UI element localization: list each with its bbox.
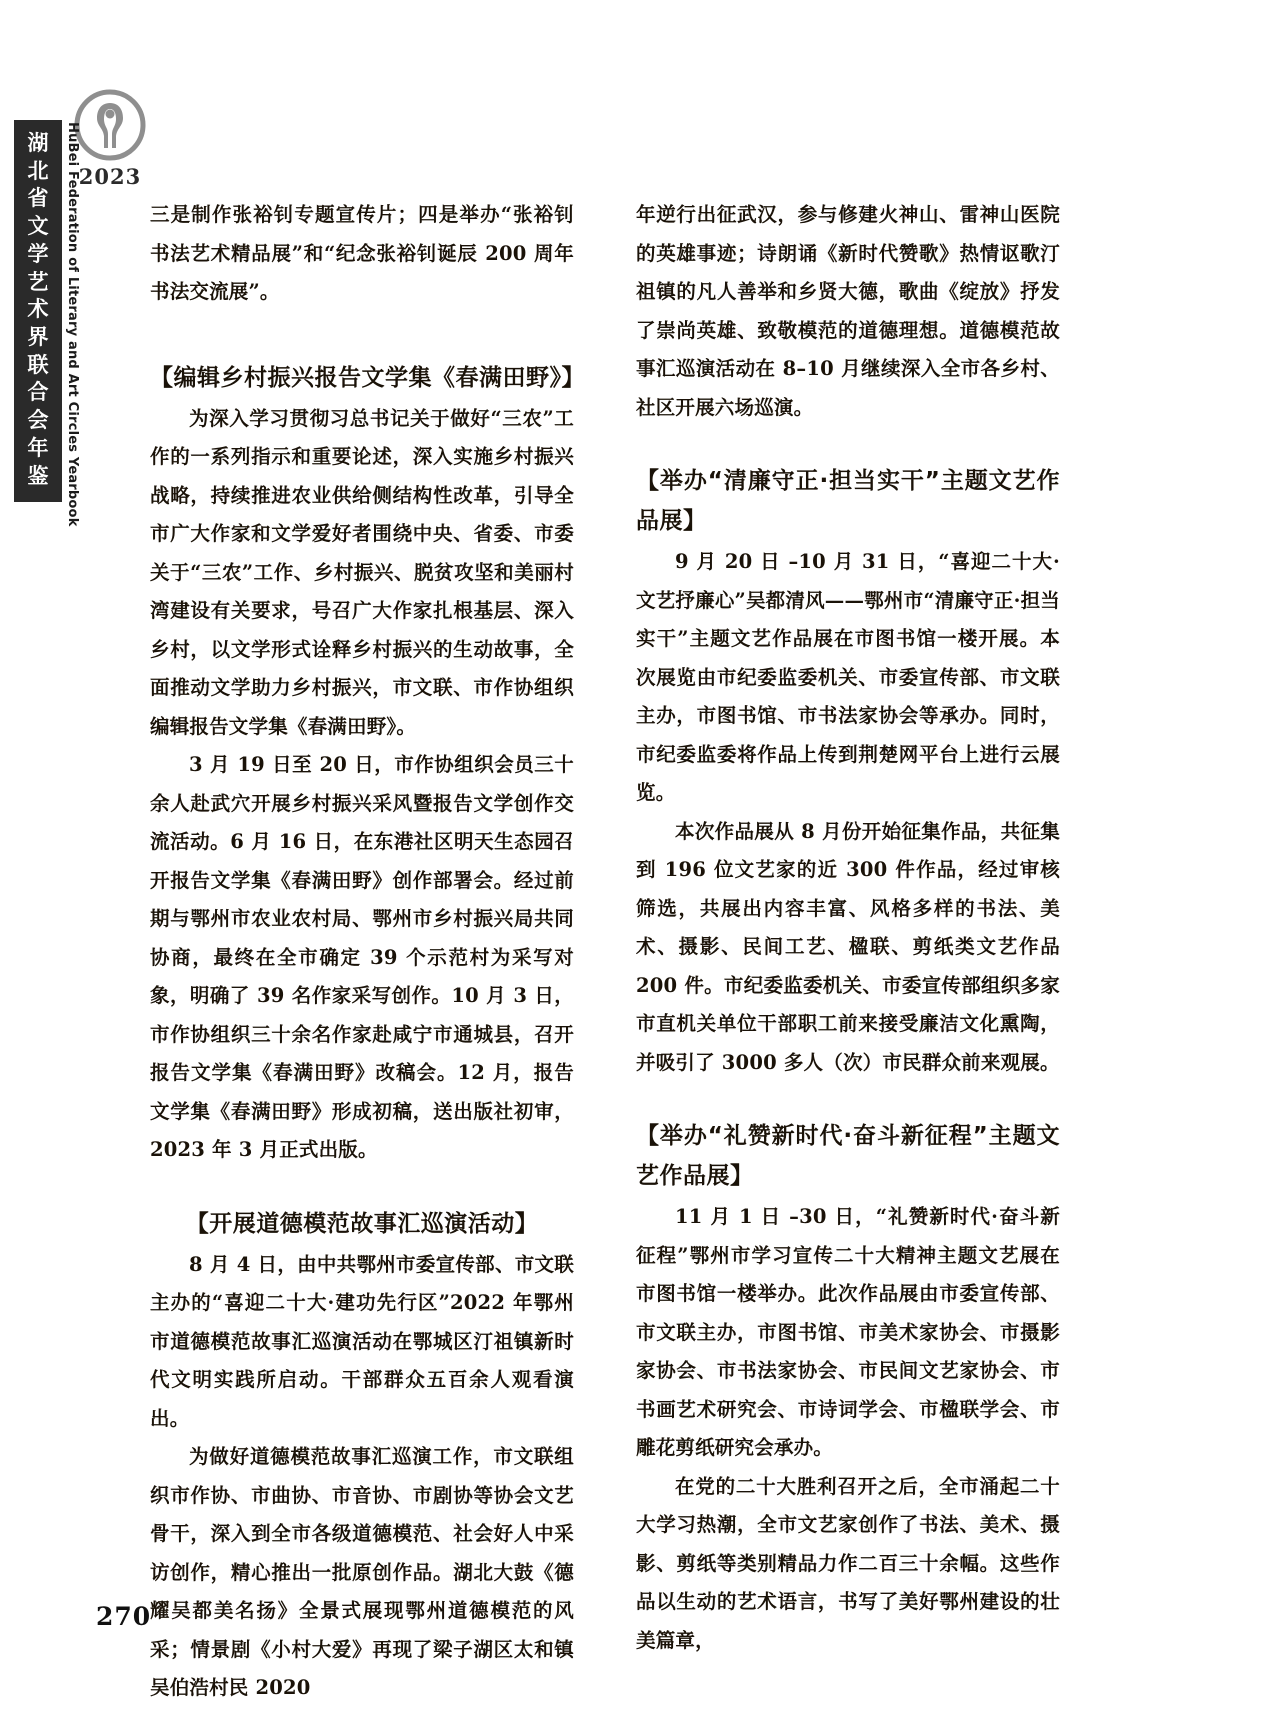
right-column	[636, 196, 1060, 1708]
page-number: 270	[96, 1602, 152, 1631]
section-heading-lizan-xinshidai: 【举办“礼赞新时代·奋斗新征程”主题文艺作品展】	[636, 1123, 1060, 1189]
vertical-title-cn: 湖 北 省 文 学 艺 术 界 联 合 会 年 鉴	[14, 120, 62, 502]
paragraph: 9 月 20 日 –10 月 31 日，“喜迎二十大·文艺抒廉心”吴都清风——鄂州市“清廉守正·担当实干”主题文艺作品展在市图书馆一楼开展。本次展览由市纪委监委机关、市委宣传部、市文联主办，市图书馆、市书法家协会等承办。同时，市纪委监委将作品上传到荆楚网平台上进行云展览。	[636, 550, 1060, 804]
paragraph: 在党的二十大胜利召开之后，全市涌起二十大学习热潮，全市文艺家创作了书法、美术、摄影、剪纸等类别精品力作二百三十余幅。这些作品以生动的艺术语言，书写了美好鄂州建设的壮美篇章，	[636, 1474, 1060, 1652]
paragraph-emphasis: 市文联、市作协组织编辑报告文学集《春满田野》	[150, 676, 574, 738]
paragraph: 3 月 19 日至 20 日，市作协组织会员三十余人赴武穴开展乡村振兴采风暨报告文学创作交流活动。6 月 16 日，在东港社区明天生态园召开报告文学集《春满田野》创作部署会。经过前期与鄂州市农业农村局、鄂州市乡村振兴局共同协商，最终在全市确定 39 个示范村为采写对象，明确了 39 名作家采写创作。10 月 3 日，市作协组织三十余名作家赴咸宁市通城县，召开报告文学集《春满田野》改稿会。12 月，报告文学集《春满田野》形成初稿，送出版社初审，2023 年 3 月正式出版。	[150, 753, 574, 1161]
paragraph	[636, 813, 1060, 1083]
paragraph-emphasis: 此次作品展由市委宣传部、市文联主办，市图书馆、市美术家协会、市摄影家协会、市书法家协会、市民间文艺家协会、市书画艺术研究会、市诗词学会、市楹联学会、市雕花剪纸研究会承办。	[636, 1282, 1060, 1459]
section-heading-qinglian-shouzheng: 【举办“清廉守正·担当实干”主题文艺作品展】	[636, 468, 1060, 534]
paragraph-text-tail: 。	[396, 714, 417, 738]
paragraph: 为做好道德模范故事汇巡演工作，市文联组织市作协、市曲协、市音协、市剧协等协会文艺骨干，深入到全市各级道德模范、社会好人中采访创作，精心推出一批原创作品。湖北大鼓《德耀吴都美名扬》全景式展现鄂州道德模范的风采；情景剧《小村大爱》再现了梁子湖区太和镇吴伯浩村民 2020	[150, 1445, 574, 1699]
paragraph-text: 为深入学习贯彻习总书记关于做好“三农”工作的一系列指示和重要论述，深入实施乡村振兴战略，持续推进农业供给侧结构性改革，引导全市广大作家和文学爱好者围绕中央、省委、市委关于“三农”工作、乡村振兴、脱贫攻坚和美丽村湾建设有关要求，号召广大作家扎根基层、深入乡村，以文学形式诠释乡村振兴的生动故事，全面推动文学助力乡村振兴，	[150, 406, 574, 699]
section-heading-moral-model-tour: 【开展道德模范故事汇巡演活动】	[185, 1210, 539, 1237]
paragraph-text: 11 月 1 日 –30 日，“礼赞新时代·奋斗新征程”鄂州市学习宣传二十大精神主题文艺展在市图书馆一楼举办。	[636, 1205, 1060, 1305]
article-columns	[150, 196, 1060, 1708]
vertical-title-en: HuBei Federation of Literary and Art Circles Yearbook	[65, 122, 80, 527]
paragraph-emphasis: 市纪委监委机关、市委宣传部组织多家市直机关单位干部职工前来接受廉洁文化熏陶，并吸引了 3000 多人（次）市民群众前来观展。	[636, 973, 1060, 1074]
paragraph-continued: 年逆行出征武汉，参与修建火神山、雷神山医院的英雄事迹；诗朗诵《新时代赞歌》热情讴歌汀祖镇的凡人善举和乡贤大德，歌曲《绽放》抒发了崇尚英雄、致敬模范的道德理想。道德模范故事汇巡演活动在 8–10 月继续深入全市各乡村、社区开展六场巡演。	[636, 203, 1060, 419]
section-heading-edit-chunmantianye: 【编辑乡村振兴报告文学集《春满田野》】	[150, 364, 585, 391]
paragraph-text: 本次作品展从 8 月份开始征集作品，共征集到 196 位文艺家的近 300 件作品，经过审核筛选，共展出内容丰富、风格多样的书法、美术、摄影、民间工艺、楹联、剪纸类文艺作品 200 件。	[636, 819, 1060, 997]
paragraph-continued: 三是制作张裕钊专题宣传片；四是举办“张裕钊书法艺术精品展”和“纪念张裕钊诞辰 200 周年书法交流展”。	[150, 203, 574, 303]
year-label: 2023	[78, 164, 142, 189]
paragraph	[150, 400, 574, 747]
left-column	[150, 196, 585, 1708]
paragraph: 8 月 4 日，由中共鄂州市委宣传部、市文联主办的“喜迎二十大·建功先行区”2022 年鄂州市道德模范故事汇巡演活动在鄂城区汀祖镇新时代文明实践所启动。干部群众五百余人观看演出。	[150, 1252, 574, 1430]
federation-emblem-icon	[73, 88, 147, 162]
paragraph	[636, 1198, 1060, 1468]
